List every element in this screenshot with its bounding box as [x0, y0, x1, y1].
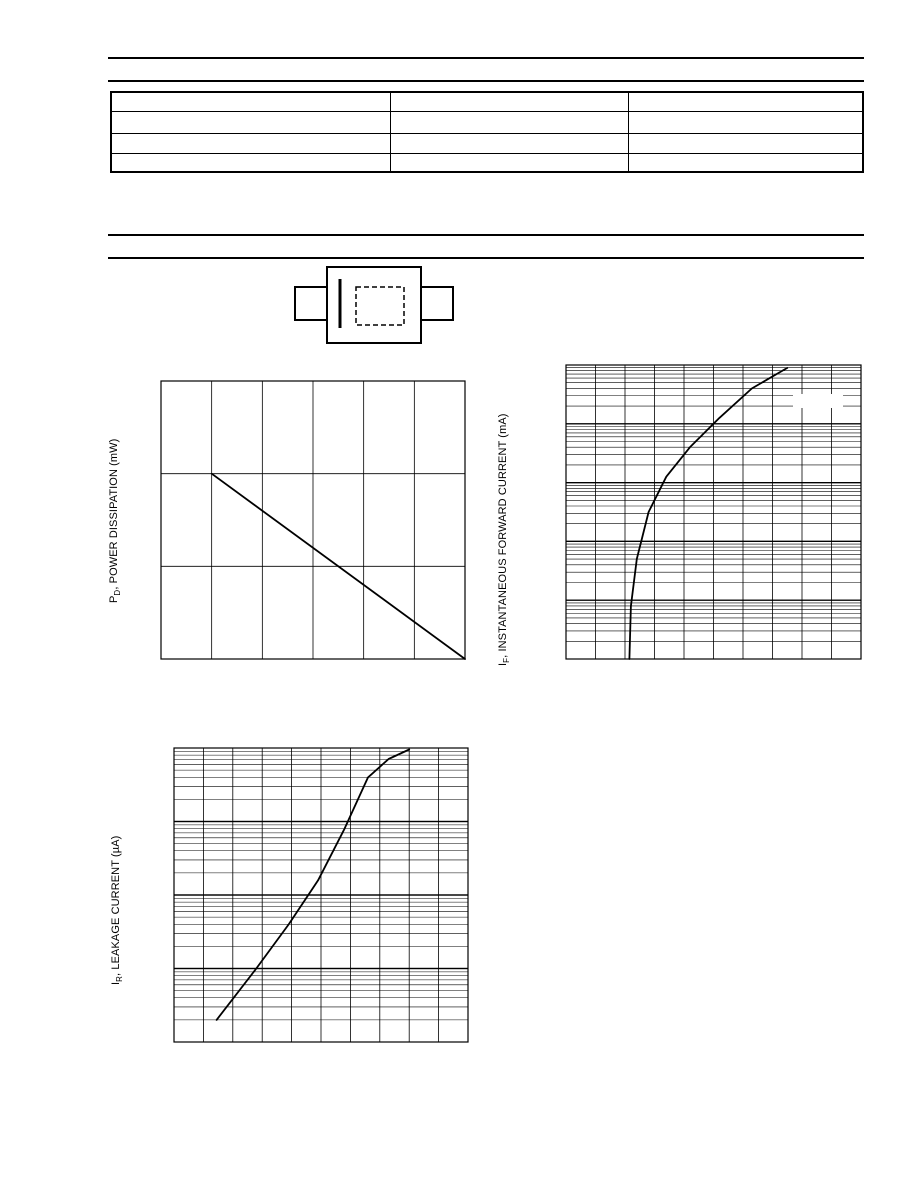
forward-current-chart: [565, 364, 862, 660]
y-axis-text: , POWER DISSIPATION (mW): [108, 438, 120, 590]
y-axis-subscript: F: [502, 657, 512, 663]
forward-current-y-axis-label: [497, 413, 511, 666]
power-derating-chart: [160, 380, 466, 660]
table-row: [112, 133, 862, 134]
top-rule: [108, 57, 864, 59]
y-axis-symbol: P: [108, 595, 120, 603]
section-rule-2: [108, 234, 864, 236]
power-derating-y-axis-label: [108, 439, 122, 603]
leakage-current-y-axis-label: [110, 836, 124, 985]
table-row: [112, 111, 862, 112]
y-axis-symbol: I: [497, 662, 509, 666]
table-column-divider: [390, 93, 391, 171]
package-lead-left: [295, 287, 327, 320]
package-lead-right: [421, 287, 453, 320]
section-rule-1: [108, 80, 864, 82]
ratings-table: [110, 91, 864, 173]
series-line: [217, 750, 410, 1020]
y-axis-subscript: R: [115, 975, 125, 982]
package-outline-drawing: [294, 265, 456, 347]
y-axis-text: , LEAKAGE CURRENT (: [110, 853, 122, 976]
y-axis-unit: A): [110, 835, 122, 847]
y-axis-subscript: D: [113, 589, 123, 596]
table-row: [112, 153, 862, 154]
table-column-divider: [628, 93, 629, 171]
y-axis-text: , INSTANTANEOUS FORWARD CURRENT (mA): [497, 413, 509, 658]
section-rule-3: [108, 257, 864, 259]
y-axis-unit-greek: µ: [110, 846, 122, 854]
leakage-current-chart: [173, 747, 469, 1043]
legend-box: [793, 394, 843, 408]
y-axis-symbol: I: [110, 981, 122, 985]
